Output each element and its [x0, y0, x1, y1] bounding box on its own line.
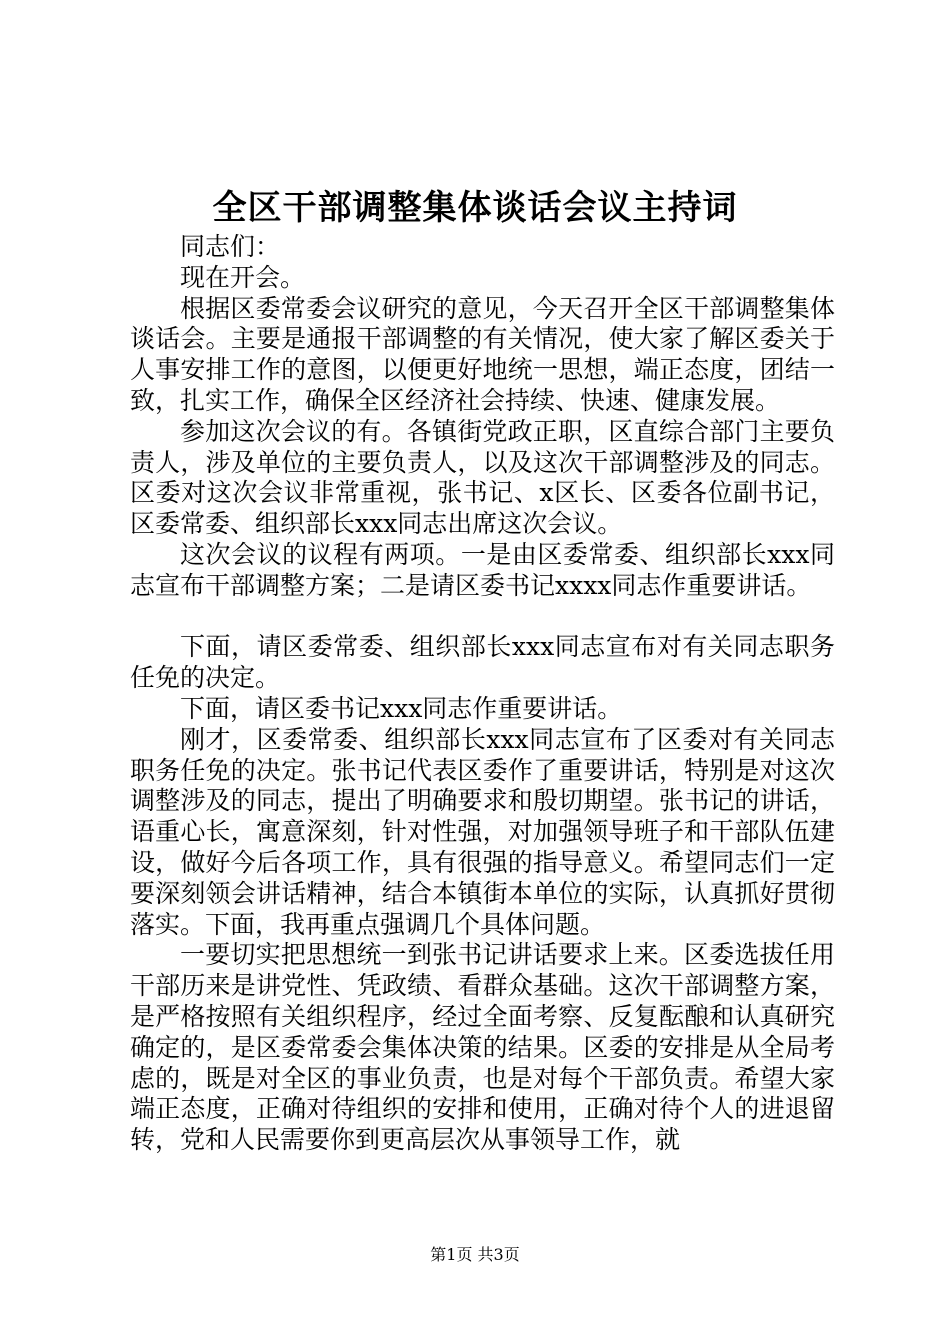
- paragraph-purpose: 根据区委常委会议研究的意见，今天召开全区干部调整集体谈话会。主要是通报干部调整的有关情况，使大家了解区委关于人事安排工作的意图，以便更好地统一思想，端正态度，团结一致，扎实工作，确保全区经济社会持续、快速、健康发展。: [130, 293, 835, 415]
- paragraph-speech-invite: 下面，请区委书记xxx同志作重要讲话。: [180, 693, 623, 723]
- paragraph-opening: 现在开会。: [180, 262, 306, 292]
- paragraph-point-one: 一要切实把思想统一到张书记讲话要求上来。区委选拔任用干部历来是讲党性、凭政绩、看群众基础。这次干部调整方案，是严格按照有关组织程序，经过全面考察、反复酝酿和认真研究确定的，是区委常委会集体决策的结果。区委的安排是从全局考虑的，既是对全区的事业负责，也是对每个干部负责。希望大家端正态度，正确对待组织的安排和使用，正确对待个人的进退留转，党和人民需要你到更高层次从事领导工作，就: [130, 940, 835, 1155]
- paragraph-agenda: 这次会议的议程有两项。一是由区委常委、组织部长xxx同志宣布干部调整方案；二是请区委书记xxxx同志作重要讲话。: [130, 539, 835, 600]
- paragraph-announcement: 下面，请区委常委、组织部长xxx同志宣布对有关同志职务任免的决定。: [130, 632, 835, 693]
- document-body: [130, 232, 835, 1156]
- paragraph-salutation: 同志们：: [180, 232, 281, 261]
- paragraph-attendees: 参加这次会议的有。各镇街党政正职，区直综合部门主要负责人，涉及单位的主要负责人，以及这次干部调整涉及的同志。区委对这次会议非常重视，张书记、x区长、区委各位副书记，区委常委、组织部长xxx同志出席这次会议。: [130, 416, 835, 539]
- page-number-footer: 第1页 共3页: [430, 1245, 520, 1264]
- paragraph-summary: 刚才，区委常委、组织部长xxx同志宣布了区委对有关同志职务任免的决定。张书记代表区委作了重要讲话，特别是对这次调整涉及的同志，提出了明确要求和殷切期望。张书记的讲话，语重心长，寓意深刻，针对性强，对加强领导班子和干部队伍建设，做好今后各项工作，具有很强的指导意义。希望同志们一定要深刻领会讲话精神，结合本镇街本单位的实际，认真抓好贯彻落实。下面，我再重点强调几个具体问题。: [130, 724, 835, 939]
- document-title: 全区干部调整集体谈话会议主持词: [212, 188, 738, 228]
